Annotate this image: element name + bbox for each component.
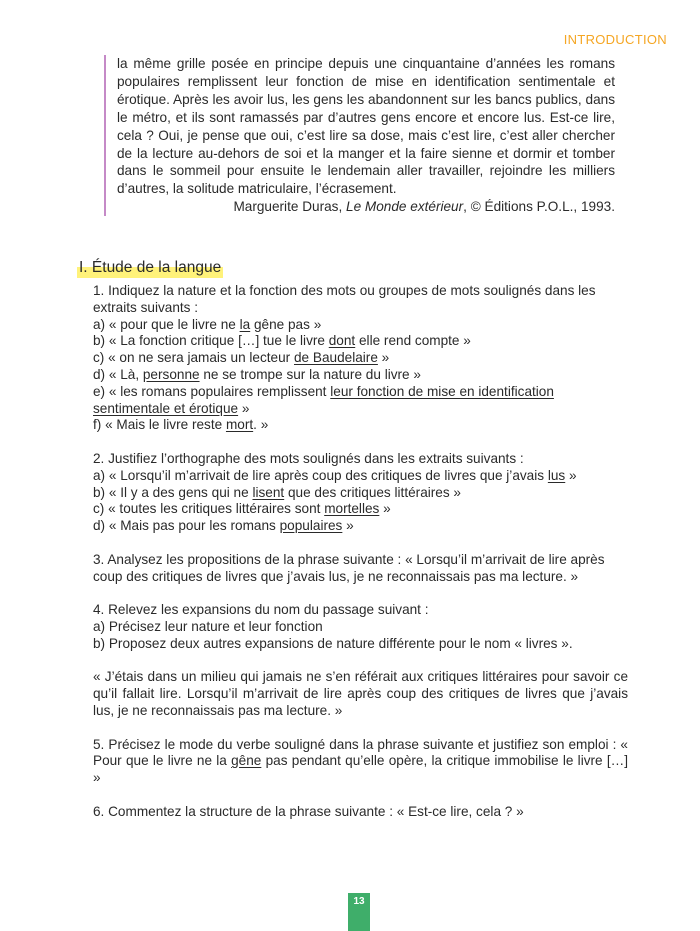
question-6: 6. Commentez la structure de la phrase suivante : « Est-ce lire, cela ? »: [93, 803, 524, 819]
question-4-item-a: a) Précisez leur nature et leur fonction: [93, 618, 323, 634]
question-2-intro: 2. Justifiez l’orthographe des mots soulignés dans les extraits suivants :: [93, 450, 524, 466]
citation-title: Le Monde extérieur: [346, 199, 464, 215]
question-3: 3. Analysez les propositions de la phrase suivante : « Lorsqu’il m’arrivait de lire après coup des critiques de livres que j’avais lus, je ne reconnaissais pas ma lecture. »: [93, 551, 605, 584]
question-1-item-c: c) « on ne sera jamais un lecteur de Baudelaire »: [93, 350, 390, 366]
question-2-item-a: a) « Lorsqu’il m’arrivait de lire après coup des critiques de livres que j’avais lus »: [93, 467, 577, 483]
section-title: I. Étude de la langue: [79, 259, 222, 276]
question-1-intro: 1. Indiquez la nature et la fonction des mots ou groupes de mots soulignés dans les extraits suivants :: [93, 283, 596, 315]
question-2-item-b: b) « Il y a des gens qui ne lisent que des critiques littéraires »: [93, 484, 461, 500]
quote-block: [104, 55, 615, 216]
question-2-item-d: d) « Mais pas pour les romans populaires »: [93, 518, 354, 534]
question-2-item-c: c) « toutes les critiques littéraires sont mortelles »: [93, 501, 391, 517]
question-4-item-b: b) Proposez deux autres expansions de nature différente pour le nom « livres ».: [93, 635, 573, 651]
citation-author: Marguerite Duras,: [233, 199, 347, 215]
question-1-item-e: e) « les romans populaires remplissent leur fonction de mise en identification sentimentale et érotique »: [93, 383, 554, 416]
exercises: [93, 283, 628, 821]
question-1-item-f: f) « Mais le livre reste mort. »: [93, 417, 269, 433]
question-1-item-a: a) « pour que le livre ne la gêne pas »: [93, 316, 322, 332]
quote-text: la même grille posée en principe depuis une cinquantaine d’années les romans populaires remplissent leur fonction de mise en identification sentimentale et érotique. Après les avoir lus, les gens les abandonnent sur les bancs publics, dans le métro, et ils sont ramassés par d’autres gens encore et encore lus. Est-ce lire, cela ? Oui, je pense que oui, c’est lire sa dose, mais c’est lire, c’est aller chercher de la lecture au-dehors de soi et la manger et la faire sienne et dormir et tomber dans le sommeil pour ensuite le lendemain aller travailler, rejoindre les milliers d’autres, la solitude matriculaire, l’écrasement.: [117, 56, 615, 197]
page-number: 13: [348, 893, 370, 931]
question-5: 5. Précisez le mode du verbe souligné dans la phrase suivante et justifiez son emploi : « Pour que le livre ne la gêne pas pendant qu’elle opère, la critique immobilise le livre […] »: [93, 736, 628, 786]
running-header: INTRODUCTION: [563, 32, 667, 47]
quote-citation: [117, 198, 615, 216]
question-1-item-b: b) « La fonction critique […] tue le livre dont elle rend compte »: [93, 333, 471, 349]
question-1-item-d: d) « Là, personne ne se trompe sur la nature du livre »: [93, 366, 421, 382]
question-4-passage: « J’étais dans un milieu qui jamais ne s’en référait aux critiques littéraires pour savoir ce qu’il fallait lire. Lorsqu’il m’arrivait de lire après coup des critiques de livres que j’avais lus, je ne reconnaissais pas ma lecture. »: [93, 669, 628, 718]
citation-rest: , © Éditions P.O.L., 1993.: [463, 199, 615, 215]
question-4-intro: 4. Relevez les expansions du nom du passage suivant :: [93, 602, 429, 618]
